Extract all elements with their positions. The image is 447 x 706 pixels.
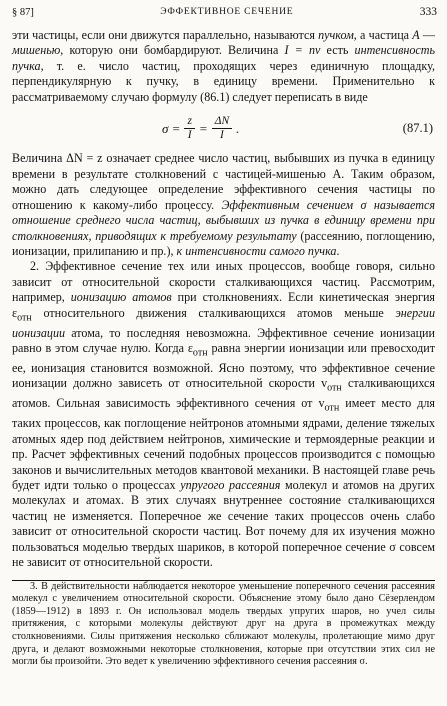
page-number: 333 <box>419 6 437 18</box>
running-title: ЭФФЕКТИВНОЕ СЕЧЕНИЕ <box>160 7 294 17</box>
paragraph-beam-definition: эти частицы, если они движутся параллельно, называются пучком, а частица A — мишенью, которую они бомбардируют. Величина I = nv есть интенсивность пучка, т. е. число частиц, проходящих через единичную площадку, перпендикулярную к пучку, в единицу времени. Применительно к рассматриваемому случаю формулу (86.1) следует переписать в виде <box>12 28 435 104</box>
running-header <box>12 4 437 20</box>
fraction-dn-over-i: $\frac{\Delta N}{I}$ <box>212 115 232 142</box>
fraction-z-over-i: $\frac{z}{I}$ <box>184 115 194 142</box>
formula-expression: σ = $\frac{z}{I}$ = $\frac{\Delta N}{I}$ . <box>162 114 240 141</box>
paragraph-ionization: 2. Эффективное сечение тех или иных процессов, вообще говоря, сильно зависит от относительной скорости сталкивающихся частиц. Рассмотрим, например, ионизацию атомов при столкновениях. Если кинетическая энергия $\varepsilon_{отн}$ относительного движения сталкивающихся атомов меньше энергии ионизации атома, то последняя невозможна. Эффективное сечение ионизации равно в этом случае нулю. Когда $\varepsilon_{отн}$ равна энергии ионизации или превосходит ее, ионизация становится возможной. Ясно поэтому, что эффективное сечение ионизации должно зависеть от относительной скорости $v_{отн}$ сталкивающихся атомов. Сильная зависимость эффективного сечения от $v_{отн}$ имеет место для таких процессов, как поглощение нейтронов атомными ядрами, деление тяжелых атомных ядер под действием нейтронов, химические и термоядерные реакции и пр. Расчет эффективных сечений подобных процессов производится с помощью законов и вычислительных методов квантовой механики. В настоящей главе речь будет идти только о процессах упругого рассеяния молекул и атомов на других молекулах и атомах. В этих случаях внутреннее состояние сталкивающихся частиц не изменяется. Поперечное же сечение таких процессов очень слабо зависит от относительной скорости частиц. Вот почему для их изучения можно пользоваться моделью твердых шариков, в которой поперечное сечение σ совсем не зависит от относительной скорости. <box>12 259 435 570</box>
equation-number: (87.1) <box>402 120 433 135</box>
paragraph-cross-section-definition: Величина ΔN = z означает среднее число частиц, выбывших из пучка в единицу времени в результате столкновений с частицей-мишенью A. Таким образом, можно дать следующее определение эффективного сечения частицы по отношению к какому-либо процессу. Эффективным сечением σ называется отношение среднего числа частиц, выбывших из пучка в единицу времени при столкновениях, приводящих к требуемому результату (рассеянию, поглощению, ионизации, прилипанию и пр.), к интенсивности самого пучка. <box>12 151 436 258</box>
formula-87-1 <box>12 105 435 151</box>
footnote: 3. В действительности наблюдается некоторое уменьшение поперечного сечения рассеяния молекул с увеличением относительной скорости. Объяснение этому было дано Сёзерлендом (1859—1912) в 1893 г. Он использовал модель твердых упругих шаров, но учел силы притяжения, с которыми молекулы действуют друг на друга в промежутках между столкновениями. Силы притяжения несколько сближают молекулы, пролетающие мимо друг друга, и делают возможными некоторые столкновения, которые при отсутствии этих сил не могли бы произойти. Это ведет к увеличению эффективного сечения рассеяния σ. <box>12 580 435 668</box>
section-reference: § 87] <box>12 6 34 18</box>
main-text <box>12 28 435 669</box>
